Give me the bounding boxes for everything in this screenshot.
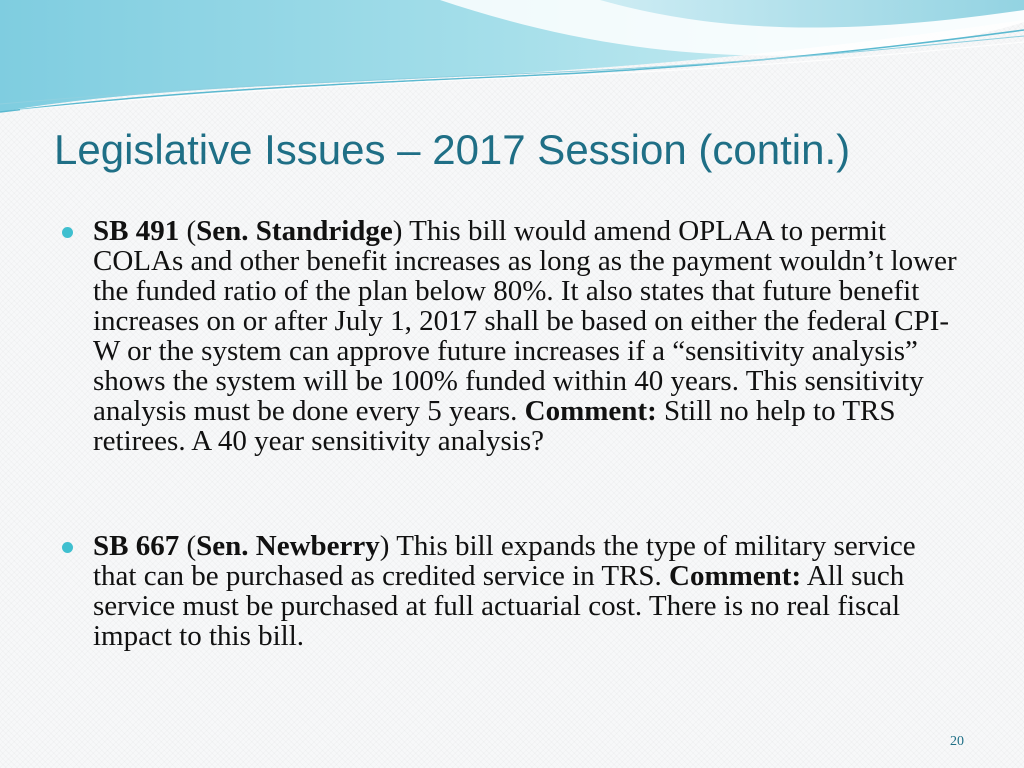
bill-number: SB 667 xyxy=(93,530,180,562)
paren-close: ) xyxy=(392,215,403,247)
comment-label: Comment: xyxy=(524,395,657,427)
list-item-sb667 xyxy=(62,531,962,651)
paren-close: ) xyxy=(379,530,390,562)
header-wave-decoration xyxy=(0,0,1024,120)
bill-sponsor: Sen. Standridge xyxy=(196,215,393,247)
bullet-icon xyxy=(62,542,73,553)
paren-open: ( xyxy=(179,530,197,562)
page-number: 20 xyxy=(950,734,964,749)
item-text xyxy=(93,531,962,651)
bill-number: SB 491 xyxy=(93,215,180,247)
bill-description: This bill expands the type of military service that can be purchased as credited service in TRS. xyxy=(93,530,916,592)
bill-comment: All such service must be purchased at full actuarial cost. There is no real fiscal impact to this bill. xyxy=(93,560,905,652)
bill-comment: Still no help to TRS retirees. A 40 year sensitivity analysis? xyxy=(93,395,896,457)
list-item-sb491 xyxy=(62,216,962,456)
bullet-icon xyxy=(62,227,73,238)
item-text xyxy=(93,216,962,456)
bill-sponsor: Sen. Newberry xyxy=(196,530,380,562)
bill-description: This bill would amend OPLAA to permit COLAs and other benefit increases as long as the payment wouldn’t lower the funded ratio of the plan below 80%. It also states that future benefit increases on or after July 1, 2017 shall be based on either the federal CPI-W or the system can approve future increases if a “sensitivity analysis” shows the system will be 100% funded within 40 years. This sensitivity analysis must be done every 5 years. xyxy=(93,215,957,427)
paren-open: ( xyxy=(179,215,197,247)
comment-label: Comment: xyxy=(669,560,802,592)
slide-title: Legislative Issues – 2017 Session (contin.) xyxy=(54,126,851,173)
